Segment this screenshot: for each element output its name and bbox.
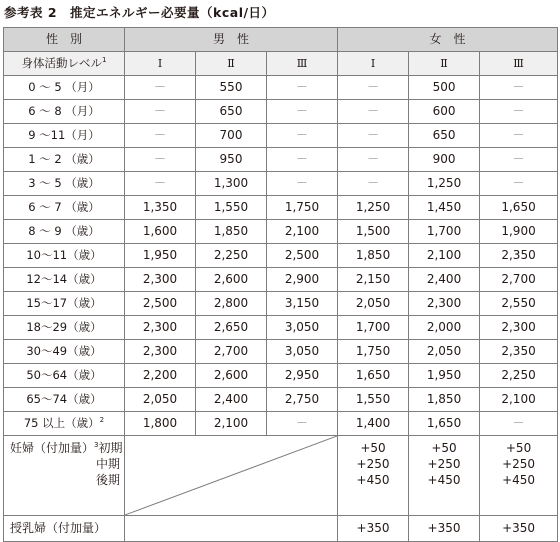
value-cell: 2,550 — [480, 292, 558, 316]
not-applicable-cell — [125, 436, 338, 516]
value-cell: 2,100 — [480, 388, 558, 412]
value-cell: 1,800 — [125, 412, 196, 436]
pregnant-value-cell — [480, 436, 558, 516]
value-cell: 1,650 — [480, 196, 558, 220]
value-cell: － — [267, 412, 338, 436]
sex-label: 性 別 — [4, 28, 125, 52]
value-cell: 700 — [196, 124, 267, 148]
footnote-marker: 2 — [99, 416, 105, 425]
value-cell: 1,700 — [409, 220, 480, 244]
value-cell: － — [480, 76, 558, 100]
value-cell: 1,650 — [409, 412, 480, 436]
value-cell: 2,250 — [480, 364, 558, 388]
table-row — [4, 100, 558, 124]
table-row — [4, 340, 558, 364]
value-cell: 2,600 — [196, 364, 267, 388]
value-cell: 1,950 — [409, 364, 480, 388]
footnote-marker: 3 — [94, 441, 99, 449]
value-cell: － — [125, 148, 196, 172]
pregnancy-stage: 後期 — [95, 473, 120, 487]
value-cell: － — [480, 148, 558, 172]
value-cell: 2,600 — [196, 268, 267, 292]
value-cell: 2,100 — [267, 220, 338, 244]
value-cell: 2,300 — [480, 316, 558, 340]
value-cell: 3,050 — [267, 340, 338, 364]
age-group-cell: 18～29（歳） — [4, 316, 125, 340]
value-cell: 2,250 — [196, 244, 267, 268]
value-cell: 1,750 — [338, 340, 409, 364]
value-cell: 2,400 — [409, 268, 480, 292]
value-cell: － — [267, 76, 338, 100]
value-cell: 500 — [409, 76, 480, 100]
table-row — [4, 220, 558, 244]
pregnancy-stage: 初期 — [98, 441, 123, 455]
lactating-value-cell: +350 — [409, 516, 480, 542]
value-cell: 1,450 — [409, 196, 480, 220]
table-row — [4, 148, 558, 172]
value-cell: 2,700 — [196, 340, 267, 364]
age-group-cell: 50～64（歳） — [4, 364, 125, 388]
value-cell: 2,050 — [125, 388, 196, 412]
value-cell: 2,300 — [125, 340, 196, 364]
value-cell: － — [480, 412, 558, 436]
value-cell: 1,250 — [338, 196, 409, 220]
value-cell: 2,200 — [125, 364, 196, 388]
value-cell: 1,750 — [267, 196, 338, 220]
table-row — [4, 388, 558, 412]
table-row — [4, 172, 558, 196]
lactating-value-cell: +350 — [338, 516, 409, 542]
level-header: Ⅰ — [125, 52, 196, 76]
diagonal-slash — [125, 436, 337, 515]
energy-requirement-table — [3, 27, 558, 542]
value-cell: 2,900 — [267, 268, 338, 292]
value-cell: 1,900 — [480, 220, 558, 244]
value-cell: 1,600 — [125, 220, 196, 244]
table-row — [4, 124, 558, 148]
sex-header-row — [4, 28, 558, 52]
activity-level-label: 身体活動レベル$^1$ — [4, 52, 125, 76]
age-group-cell: 8 ～ 9 （歳） — [4, 220, 125, 244]
age-group-cell: 1 ～ 2 （歳） — [4, 148, 125, 172]
lactating-label: 授乳婦（付加量） — [4, 516, 125, 542]
value-cell: － — [338, 148, 409, 172]
additional-value: +250 — [356, 457, 390, 471]
value-cell: － — [480, 100, 558, 124]
age-group-cell: 10～11（歳） — [4, 244, 125, 268]
male-header: 男 性 — [125, 28, 338, 52]
value-cell: 650 — [409, 124, 480, 148]
value-cell: 650 — [196, 100, 267, 124]
activity-level-row — [4, 52, 558, 76]
level-header: Ⅱ — [409, 52, 480, 76]
table-row — [4, 196, 558, 220]
age-group-cell: 65～74（歳） — [4, 388, 125, 412]
value-cell: 2,150 — [338, 268, 409, 292]
value-cell: 2,300 — [409, 292, 480, 316]
value-cell: 1,850 — [409, 388, 480, 412]
lactating-value-cell: +350 — [480, 516, 558, 542]
value-cell: 2,050 — [338, 292, 409, 316]
value-cell: 2,800 — [196, 292, 267, 316]
additional-value: +250 — [502, 457, 536, 471]
level-header: Ⅲ — [480, 52, 558, 76]
value-cell: － — [125, 100, 196, 124]
age-group-cell: 15～17（歳） — [4, 292, 125, 316]
value-cell: 2,350 — [480, 244, 558, 268]
age-group-cell: 6 ～ 8 （月） — [4, 100, 125, 124]
table-row — [4, 244, 558, 268]
value-cell: 2,350 — [480, 340, 558, 364]
value-cell: 2,100 — [409, 244, 480, 268]
level-header: Ⅱ — [196, 52, 267, 76]
lactating-row — [4, 516, 558, 542]
pregnant-label-cell: 妊婦（付加量）$^3$初期 中期 後期 — [4, 436, 125, 516]
pregnant-value-cell — [338, 436, 409, 516]
table-row — [4, 412, 558, 436]
value-cell: 2,700 — [480, 268, 558, 292]
value-cell: 1,300 — [196, 172, 267, 196]
value-cell: 2,300 — [125, 316, 196, 340]
value-cell: － — [267, 172, 338, 196]
value-cell: 2,050 — [409, 340, 480, 364]
value-cell: 1,550 — [338, 388, 409, 412]
value-cell: 2,950 — [267, 364, 338, 388]
age-group-cell: 9 ～11（月） — [4, 124, 125, 148]
value-cell: － — [338, 100, 409, 124]
additional-value: +250 — [427, 457, 461, 471]
footnote-marker: 1 — [102, 56, 107, 65]
additional-value: +50 — [360, 441, 386, 455]
female-header: 女 性 — [338, 28, 558, 52]
value-cell: 1,250 — [409, 172, 480, 196]
additional-value: +50 — [431, 441, 457, 455]
table-row — [4, 76, 558, 100]
value-cell: 1,850 — [338, 244, 409, 268]
pregnancy-stage: 中期 — [95, 457, 120, 471]
pregnant-value-cell — [409, 436, 480, 516]
value-cell: － — [267, 124, 338, 148]
value-cell: － — [125, 76, 196, 100]
age-group-cell: 6 ～ 7 （歳） — [4, 196, 125, 220]
additional-value: +450 — [427, 473, 461, 487]
value-cell: － — [267, 148, 338, 172]
value-cell: 2,000 — [409, 316, 480, 340]
table-row — [4, 364, 558, 388]
not-applicable-cell — [125, 516, 338, 542]
value-cell: 2,300 — [125, 268, 196, 292]
value-cell: 2,100 — [196, 412, 267, 436]
value-cell: 600 — [409, 100, 480, 124]
value-cell: 2,750 — [267, 388, 338, 412]
age-group-cell: 30～49（歳） — [4, 340, 125, 364]
value-cell: － — [338, 124, 409, 148]
value-cell: － — [338, 172, 409, 196]
value-cell: 1,850 — [196, 220, 267, 244]
value-cell: 1,950 — [125, 244, 196, 268]
level-header: Ⅲ — [267, 52, 338, 76]
value-cell: 2,500 — [125, 292, 196, 316]
table-row — [4, 316, 558, 340]
age-group-cell: 3 ～ 5 （歳） — [4, 172, 125, 196]
pregnant-row — [4, 436, 558, 516]
age-group-cell: 0 ～ 5 （月） — [4, 76, 125, 100]
value-cell: 950 — [196, 148, 267, 172]
value-cell: － — [267, 100, 338, 124]
value-cell: － — [338, 76, 409, 100]
value-cell: 1,550 — [196, 196, 267, 220]
value-cell: 3,050 — [267, 316, 338, 340]
level-header: Ⅰ — [338, 52, 409, 76]
value-cell: － — [125, 172, 196, 196]
value-cell: － — [125, 124, 196, 148]
value-cell: 1,700 — [338, 316, 409, 340]
additional-value: +450 — [356, 473, 390, 487]
value-cell: 550 — [196, 76, 267, 100]
value-cell: 900 — [409, 148, 480, 172]
value-cell: 3,150 — [267, 292, 338, 316]
table-row — [4, 292, 558, 316]
table-row — [4, 268, 558, 292]
age-group-cell: 12～14（歳） — [4, 268, 125, 292]
value-cell: 1,500 — [338, 220, 409, 244]
value-cell: 2,650 — [196, 316, 267, 340]
value-cell: － — [480, 124, 558, 148]
additional-value: +50 — [505, 441, 532, 455]
value-cell: 1,650 — [338, 364, 409, 388]
value-cell: － — [480, 172, 558, 196]
value-cell: 2,400 — [196, 388, 267, 412]
table-caption: 参考表 2 推定エネルギー必要量（kcal/日） — [4, 5, 275, 20]
value-cell: 1,400 — [338, 412, 409, 436]
value-cell: 1,350 — [125, 196, 196, 220]
age-group-cell: 75 以上（歳）$^2$ — [4, 412, 125, 436]
value-cell: 2,500 — [267, 244, 338, 268]
additional-value: +450 — [502, 473, 536, 487]
